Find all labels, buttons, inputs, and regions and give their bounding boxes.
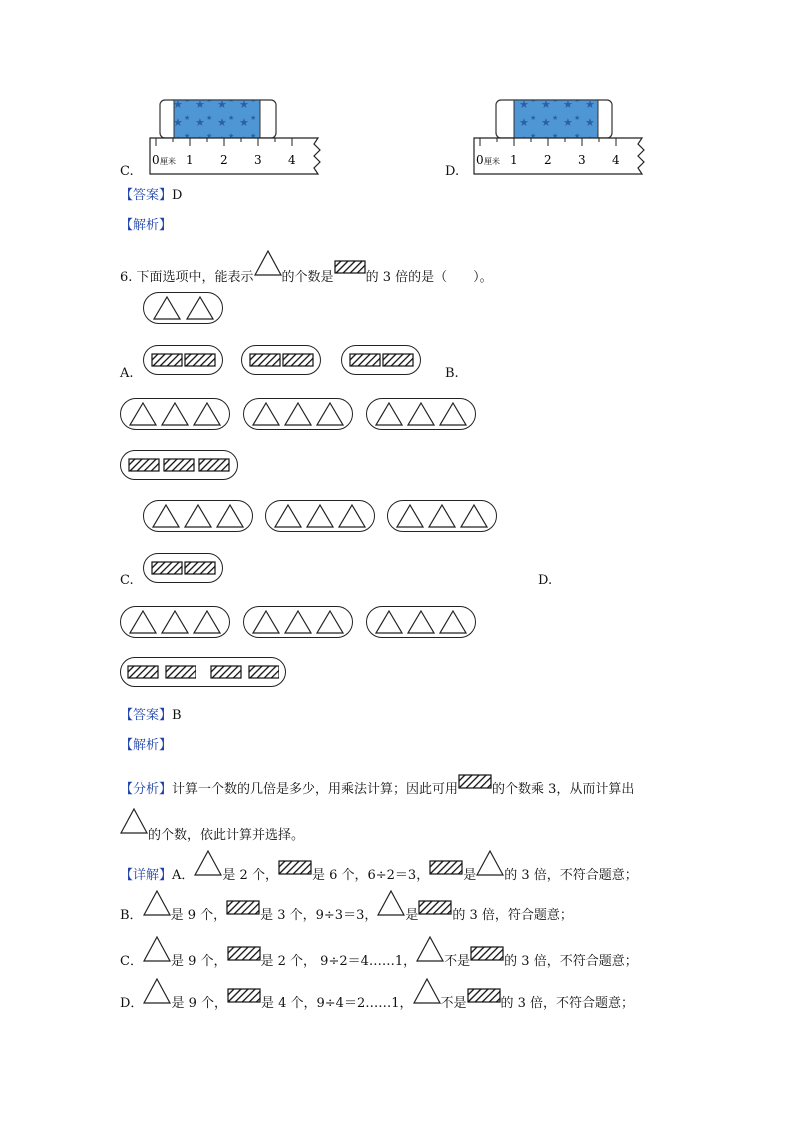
hatched-bar-icon <box>248 665 280 679</box>
ruler-eraser-d <box>472 96 652 176</box>
answer-label: 【答案】 <box>120 708 173 723</box>
row-part-4: 的 3 倍，符合题意； <box>452 908 573 923</box>
row-letter: C． <box>120 954 143 969</box>
ruler-tick-0: 0 <box>152 153 160 167</box>
option-a-triangle-group <box>143 292 223 324</box>
ruler-tick-1: 1 <box>186 153 194 167</box>
option-a-bar-group <box>241 345 321 375</box>
xiangjie-row-b <box>120 890 573 924</box>
row-part-1: 是 2 个， <box>222 868 278 883</box>
answer-value: D <box>172 188 183 203</box>
xiangjie-row-a <box>120 850 638 884</box>
option-d-triangle-group <box>243 606 353 638</box>
hatched-bar-icon <box>458 774 492 790</box>
hatched-bar-icon <box>184 353 216 367</box>
triangle-icon <box>161 610 189 634</box>
hatched-bar-icon <box>151 561 183 575</box>
triangle-icon <box>316 610 344 634</box>
option-b-bar-group <box>120 450 238 480</box>
triangle-icon <box>375 402 403 426</box>
hatched-bar-icon <box>470 946 504 962</box>
hatched-bar-icon <box>151 353 183 367</box>
hatched-bar-icon <box>334 260 366 274</box>
hatched-bar-icon <box>198 458 230 472</box>
option-b-label: B. <box>445 366 459 381</box>
hatched-bar-icon <box>429 860 463 876</box>
row-part-3: 是 <box>463 868 477 883</box>
row-part-4: 的 3 倍，不符合题意； <box>504 954 638 969</box>
triangle-icon <box>407 610 435 634</box>
triangle-icon <box>254 250 282 276</box>
xiangjie-label: 【详解】 <box>120 868 173 883</box>
row-part-3: 不是 <box>444 954 471 969</box>
option-d-triangle-group <box>366 606 476 638</box>
triangle-icon <box>396 504 424 528</box>
triangle-icon <box>306 504 334 528</box>
ruler-tick-3: 3 <box>254 153 262 167</box>
triangle-icon <box>120 808 148 834</box>
triangle-icon <box>439 402 467 426</box>
option-c-label: C. <box>120 573 134 588</box>
triangle-icon <box>284 402 312 426</box>
row-part-1: 是 9 个， <box>170 908 227 923</box>
triangle-icon <box>194 850 222 876</box>
triangle-icon <box>153 296 181 320</box>
triangle-icon <box>375 610 403 634</box>
hatched-bar-icon <box>278 860 312 876</box>
row-part-2: 是 3 个，9÷3＝3， <box>260 908 378 923</box>
stem-part-1: 6. 下面选项中，能表示 <box>120 270 254 285</box>
ruler-eraser-c <box>148 96 328 176</box>
fenxi-line-1 <box>120 772 634 798</box>
row-part-4: 的 3 倍，不符合题意； <box>504 868 638 883</box>
option-c-bar-group <box>143 553 223 583</box>
triangle-icon <box>460 504 488 528</box>
hatched-bar-icon <box>184 561 216 575</box>
fenxi-label: 【分析】 <box>120 782 173 797</box>
triangle-icon <box>186 296 214 320</box>
ruler-unit: 厘米 <box>484 157 500 166</box>
triangle-icon <box>152 504 180 528</box>
triangle-icon <box>193 402 221 426</box>
option-b-triangle-group <box>120 398 230 430</box>
option-d-label: D. <box>445 164 460 179</box>
hatched-bar-icon <box>418 900 452 916</box>
triangle-icon <box>193 610 221 634</box>
ruler-tick-4: 4 <box>612 153 620 167</box>
q5-analysis-label: 【解析】 <box>120 218 173 233</box>
ruler-tick-4: 4 <box>288 153 296 167</box>
hatched-bar-icon <box>249 353 281 367</box>
option-b-triangle-group <box>243 398 353 430</box>
triangle-icon <box>316 402 344 426</box>
stem-part-2: 的个数是 <box>281 270 334 285</box>
fenxi-text-1: 计算一个数的几倍是多少，用乘法计算；因此可用 <box>172 782 459 797</box>
row-part-2: 是 4 个，9÷4＝2……1， <box>260 996 413 1011</box>
option-c-figure <box>148 96 328 180</box>
ruler-tick-2: 2 <box>220 153 228 167</box>
triangle-icon <box>439 610 467 634</box>
answer-value: B <box>172 708 182 723</box>
q6-answer <box>120 708 182 724</box>
xiangjie-row-c <box>120 932 638 970</box>
triangle-icon <box>284 610 312 634</box>
q5-answer <box>120 188 182 204</box>
hatched-bar-icon <box>382 353 414 367</box>
triangle-icon <box>129 610 157 634</box>
option-a-label: A. <box>120 366 134 381</box>
triangle-icon <box>143 890 171 916</box>
option-d-bar-group <box>120 657 286 687</box>
option-a-bar-group <box>341 345 421 375</box>
triangle-icon <box>416 936 444 962</box>
row-part-2: 是 2 个， 9÷2＝4……1， <box>260 954 417 969</box>
row-part-2: 是 6 个，6÷2＝3， <box>311 868 430 883</box>
hatched-bar-icon <box>349 353 381 367</box>
hatched-bar-icon <box>282 353 314 367</box>
xiangjie-row-d <box>120 974 634 1012</box>
hatched-bar-icon <box>127 665 159 679</box>
triangle-icon <box>143 978 171 1004</box>
fenxi-text-2: 的个数乘 3，从而计算出 <box>492 782 635 797</box>
ruler-tick-1: 1 <box>510 153 518 167</box>
row-part-1: 是 9 个， <box>170 954 227 969</box>
hatched-bar-icon <box>165 665 197 679</box>
hatched-bar-icon <box>226 900 260 916</box>
option-b-triangle-group <box>366 398 476 430</box>
row-part-3: 不是 <box>440 996 467 1011</box>
triangle-icon <box>428 504 456 528</box>
option-c-triangle-group <box>143 500 253 532</box>
hatched-bar-icon <box>210 665 242 679</box>
row-letter: D． <box>120 996 144 1011</box>
triangle-icon <box>377 890 405 916</box>
triangle-icon <box>407 402 435 426</box>
option-d-triangle-group <box>120 606 230 638</box>
option-c-triangle-group <box>265 500 375 532</box>
hatched-bar-icon <box>163 458 195 472</box>
row-part-3: 是 <box>405 908 419 923</box>
stem-part-3: 的 3 倍的是（ ）。 <box>365 270 493 285</box>
row-letter: B． <box>120 908 143 923</box>
option-d-label: D. <box>538 573 553 588</box>
row-part-1: 是 9 个， <box>171 996 227 1011</box>
hatched-bar-icon <box>128 458 160 472</box>
fenxi-line-2 <box>120 806 304 844</box>
triangle-icon <box>338 504 366 528</box>
row-part-4: 的 3 倍，不符合题意； <box>500 996 635 1011</box>
triangle-icon <box>216 504 244 528</box>
hatched-bar-icon <box>227 946 261 962</box>
triangle-icon <box>161 402 189 426</box>
q6-analysis-label: 【解析】 <box>120 738 173 753</box>
ruler-tick-0: 0 <box>476 153 484 167</box>
option-a-bar-group <box>143 345 223 375</box>
triangle-icon <box>184 504 212 528</box>
option-c-triangle-group <box>387 500 497 532</box>
triangle-icon <box>252 402 280 426</box>
triangle-icon <box>274 504 302 528</box>
ruler-tick-2: 2 <box>544 153 552 167</box>
triangle-icon <box>129 402 157 426</box>
ruler-unit: 厘米 <box>160 157 176 166</box>
triangle-icon <box>476 850 504 876</box>
fenxi-text-3: 的个数，依此计算并选择。 <box>148 828 305 843</box>
hatched-bar-icon <box>227 988 261 1004</box>
option-c-label: C. <box>120 164 134 179</box>
row-letter: A． <box>172 868 195 883</box>
q6-stem <box>120 248 493 288</box>
triangle-icon <box>143 936 171 962</box>
hatched-bar-icon <box>467 988 501 1004</box>
ruler-tick-3: 3 <box>578 153 586 167</box>
option-d-figure <box>472 96 652 180</box>
triangle-icon <box>252 610 280 634</box>
triangle-icon <box>413 978 441 1004</box>
answer-label: 【答案】 <box>120 188 173 203</box>
